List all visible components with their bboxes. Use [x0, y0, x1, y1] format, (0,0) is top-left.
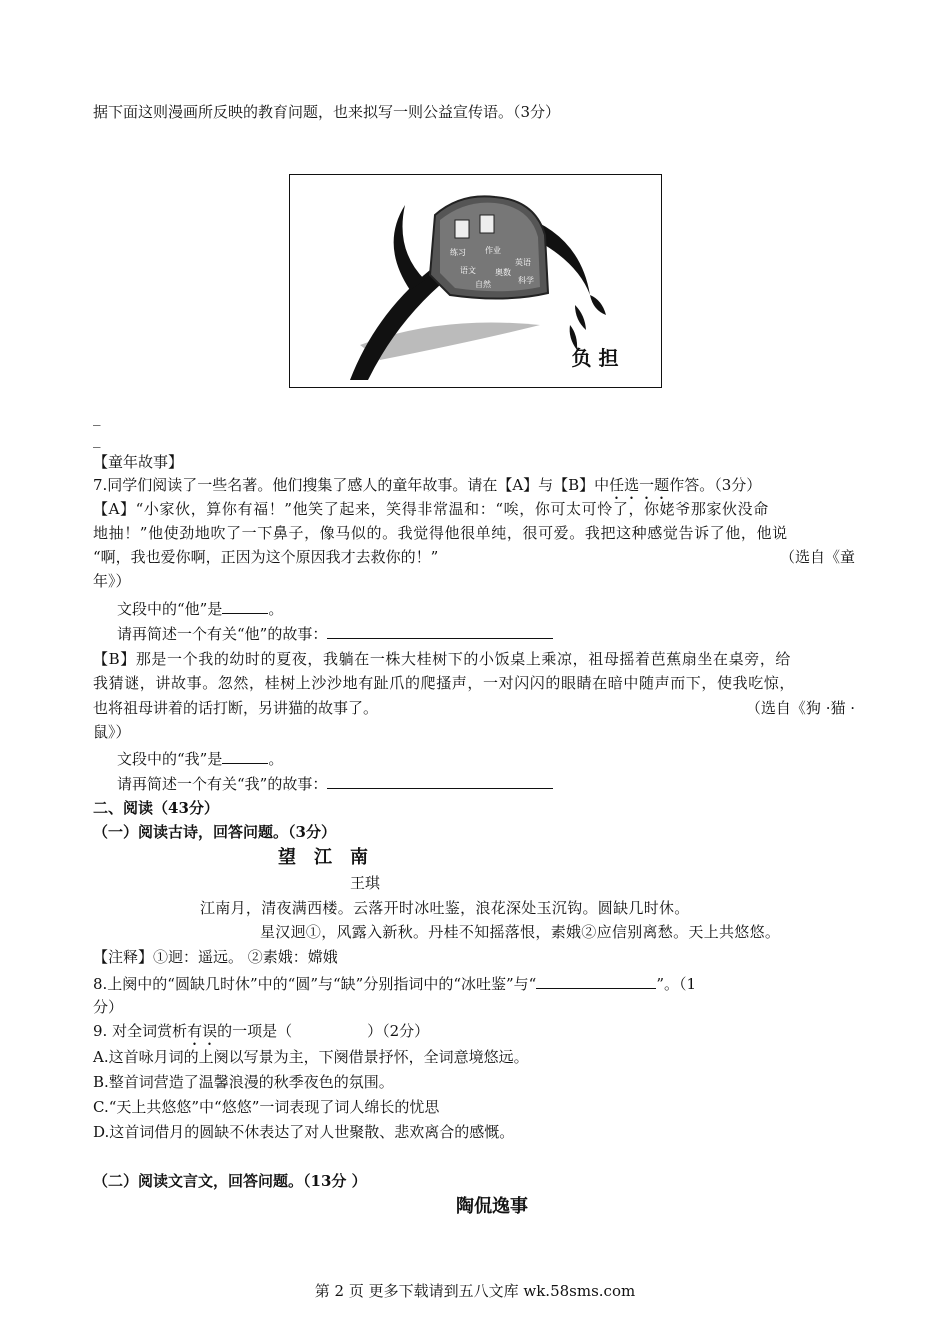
q9-option-b[interactable]: B.整首词营造了温馨浪漫的秋季夜色的氛围。: [93, 1073, 394, 1091]
bag-word: 科学: [518, 276, 534, 285]
q7b-q1-end: 。: [268, 750, 284, 768]
bag-buckle: [455, 220, 469, 238]
passage-b-source-cont: 鼠》）: [93, 723, 131, 741]
poem-line: 江南月，清夜满西楼。云落开时冰吐鉴，浪花深处玉沉钩。圆缺几时休。: [200, 899, 690, 917]
q8-prompt: [93, 972, 696, 995]
q7-prefix: 7.同学们阅读了一些名著。他们搜集了感人的童年故事。请在【A】与【B】中: [93, 476, 610, 494]
poem-author: 王琪: [350, 874, 381, 892]
bag-word: 练习: [450, 248, 466, 257]
q7a-q1-text: 文段中的“他”是: [117, 600, 223, 618]
essay-title: 陶侃逸事: [456, 1196, 528, 1217]
passage-a-line: “啊，我也爱你啊，正因为这个原因我才去救你的！”: [93, 548, 439, 566]
q7a-question-2: [117, 622, 553, 645]
page-footer: 第 2 页 更多下载请到五八文库 wk.58sms.com: [314, 1282, 636, 1300]
poem-note: 【注释】①迥：遥远。 ②素娥：嫦娥: [93, 948, 338, 966]
q9-option-d[interactable]: D.这首词借月的圆缺不休表达了对人世聚散、悲欢离合的感慨。: [93, 1123, 515, 1141]
answer-blank[interactable]: [536, 972, 656, 989]
answer-blank[interactable]: [222, 747, 268, 764]
passage-b-line: 【B】那是一个我的幼时的夏夜，我躺在一株大桂树下的小饭桌上乘凉，祖母摇着芭蕉扇坐在桌旁，给: [93, 650, 792, 668]
bag-word: 作业: [485, 246, 501, 255]
q7a-q2-text: 请再简述一个有关“他”的故事：: [117, 625, 328, 643]
blank-dash: _: [93, 408, 101, 426]
passage-a-source: （选自《童: [779, 548, 855, 566]
q7b-q1-text: 文段中的“我”是: [117, 750, 223, 768]
q8-text: 8.上阕中的“圆缺几时休”中的“圆”与“缺”分别指词中的“冰吐鉴”与“: [93, 975, 537, 993]
q8-text-end: ”。（1: [656, 975, 697, 993]
q7a-q1-end: 。: [268, 600, 284, 618]
passage-b-source: （选自《狗 ·猫 ·: [745, 699, 855, 717]
q9-option-a[interactable]: A.这首咏月词的上阕以写景为主，下阕借景抒怀，全词意境悠远。: [93, 1048, 529, 1066]
blank-dash: _: [93, 430, 101, 448]
q9-suffix: 的一项是（ ）（2分）: [217, 1022, 430, 1040]
passage-b-line: 也将祖母讲着的话打断，另讲猫的故事了。: [93, 699, 379, 717]
passage-a-source-cont: 年》）: [93, 572, 131, 590]
part2-sub1: （一）阅读古诗，回答问题。（3分）: [93, 823, 336, 841]
comic-drawing: [290, 175, 661, 387]
q9-emphasis: 有误: [187, 1022, 218, 1040]
q9-prefix: 9. 对全词赏析: [93, 1022, 188, 1040]
answer-blank[interactable]: [327, 622, 553, 639]
poem-title: 望 江 南: [278, 847, 368, 868]
q8-prompt-cont: 分）: [93, 998, 124, 1016]
q7b-question-1: [117, 747, 283, 770]
passage-a-line: 地抽！”他使劲地吹了一下鼻子，像马似的。我觉得他很单纯，很可爱。我把这种感觉告诉了他，他说: [93, 524, 788, 542]
part2-sub2: （二）阅读文言文，回答问题。（13分 ）: [93, 1172, 367, 1190]
tree-branch-left: [394, 205, 425, 290]
bag-word: 奥数: [495, 268, 511, 277]
comic-image: [289, 174, 662, 388]
q9-prompt: [93, 1020, 429, 1049]
answer-blank[interactable]: [327, 772, 553, 789]
comic-caption: 负 担: [571, 346, 619, 370]
section-title: 【童年故事】: [93, 453, 184, 471]
bag-word: 自然: [475, 280, 491, 289]
part2-title: 二、阅读（43分）: [93, 799, 219, 817]
bag-word: 语文: [460, 266, 476, 275]
intro-text: 据下面这则漫画所反映的教育问题，也来拟写一则公益宣传语。（3分）: [93, 103, 561, 121]
q7b-q2-text: 请再简述一个有关“我”的故事：: [117, 775, 328, 793]
passage-b-line: 我猜谜，讲故事。忽然，桂树上沙沙地有趾爪的爬搔声，一对闪闪的眼睛在暗中随声而下，使我吃惊，: [93, 674, 796, 692]
q9-option-c[interactable]: C.“天上共悠悠”中“悠悠”一词表现了词人绵长的忧思: [93, 1098, 440, 1116]
bag-buckle: [480, 215, 494, 233]
q7a-question-1: [117, 597, 283, 620]
answer-blank[interactable]: [222, 597, 268, 614]
bag-word: 英语: [515, 258, 531, 267]
passage-a-line: 【A】“小家伙，算你有福！”他笑了起来，笑得非常温和：“唉，你可太可怜了，你姥爷那家伙没命: [93, 500, 769, 518]
q7b-question-2: [117, 772, 553, 795]
poem-line: 星汉迥①，风露入新秋。丹桂不知摇落恨，素娥②应信别离愁。天上共悠悠。: [260, 923, 781, 941]
leaf: [590, 295, 606, 315]
q7-suffix: 作答。（3分）: [669, 476, 762, 494]
leaf: [575, 305, 586, 330]
q7-emphasis: 任选一题: [609, 476, 670, 494]
